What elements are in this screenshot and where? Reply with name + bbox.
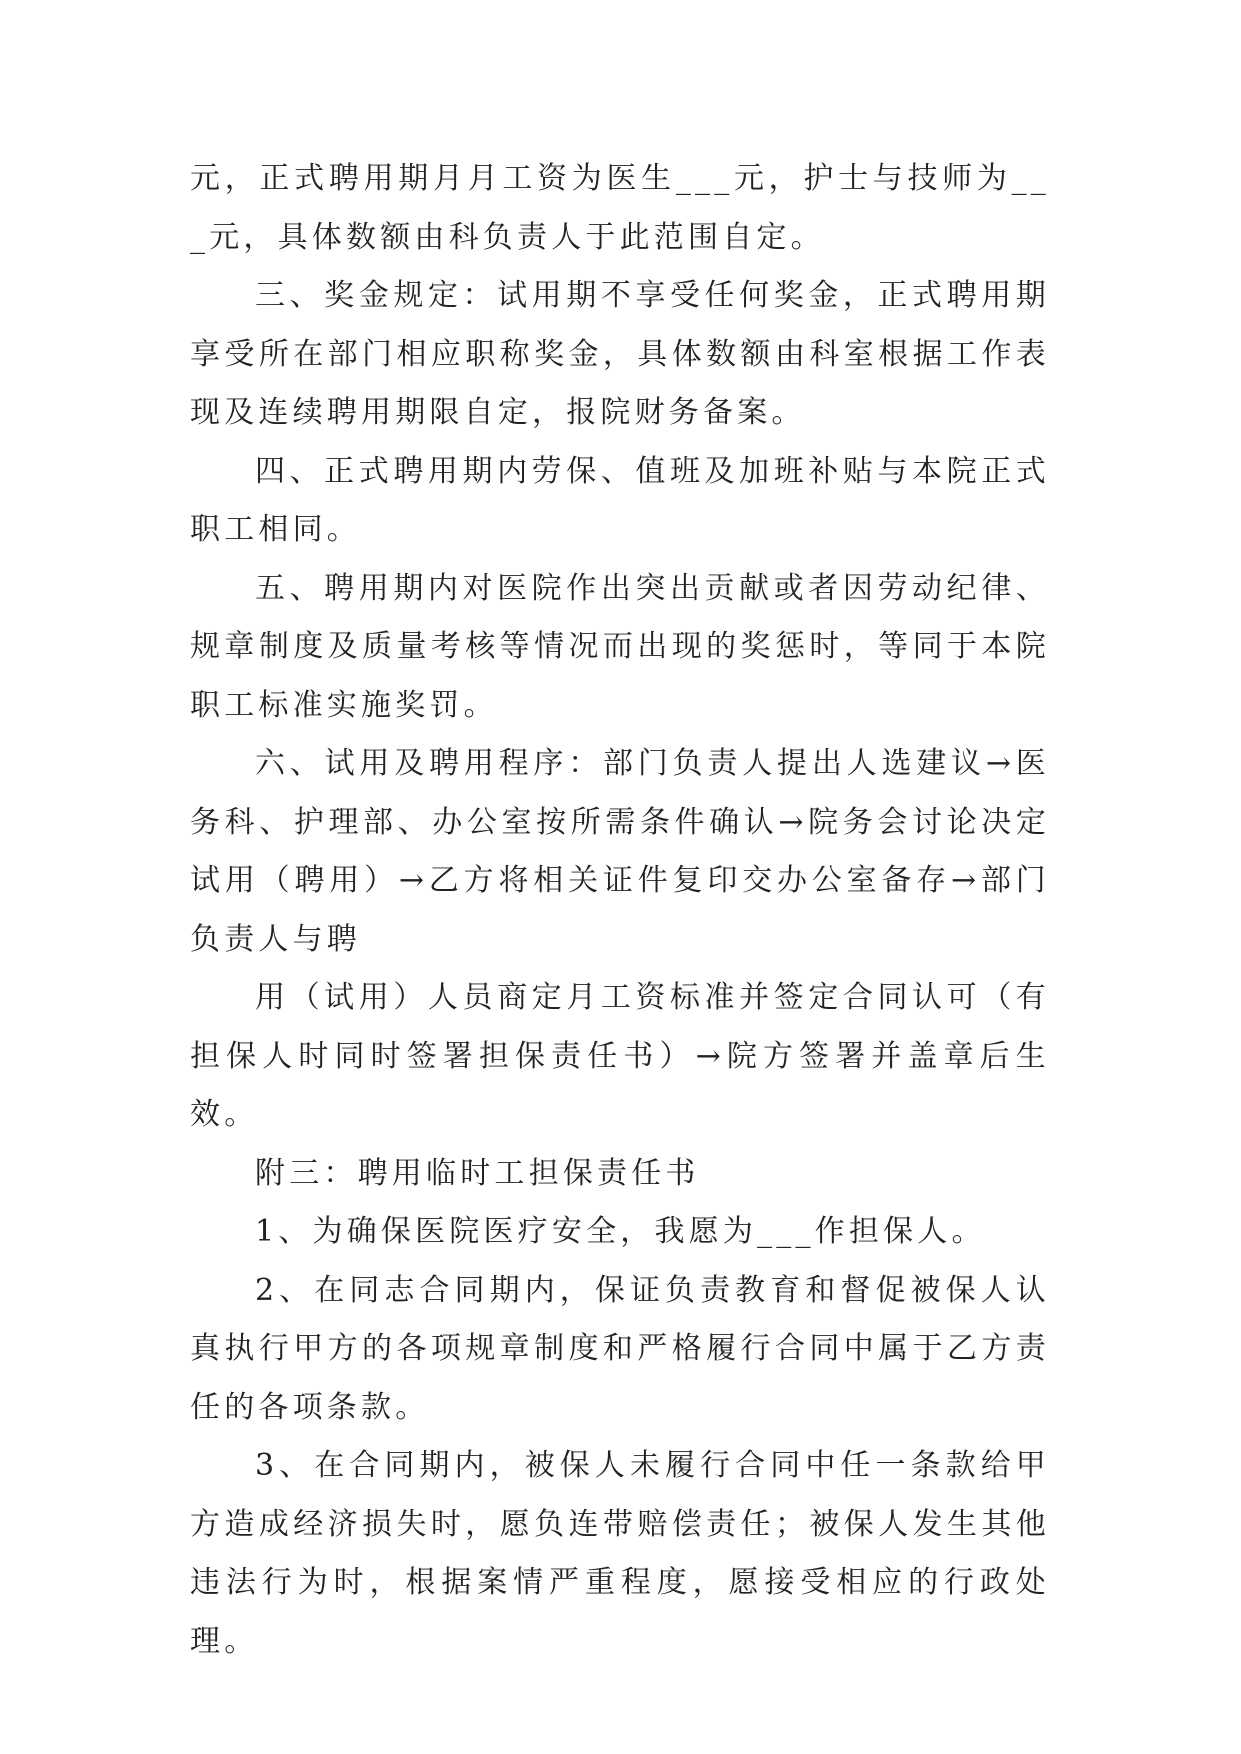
paragraph-bonus-rules: 三、奖金规定：试用期不享受任何奖金，正式聘用期享受所在部门相应职称奖金，具体数额由科室根据工作表现及连续聘用期限自定，报院财务备案。 — [190, 278, 1050, 430]
paragraph-procedure-continued: 用（试用）人员商定月工资标准并签定合同认可（有担保人时同时签署担保责任书）→院方签署并盖章后生效。 — [190, 980, 1050, 1132]
guarantee-clause-2: 2、在同志合同期内，保证负责教育和督促被保人认真执行甲方的各项规章制度和严格履行合同中属于乙方责任的各项条款。 — [190, 1272, 1050, 1425]
paragraph-salary-continuation: 元，正式聘用期月月工资为医生___元，护士与技师为___元，具体数额由科负责人于此范围自定。 — [190, 161, 1050, 255]
guarantee-clause-3: 3、在合同期内，被保人未履行合同中任一条款给甲方造成经济损失时，愿负连带赔偿责任；被保人发生其他违法行为时，根据案情严重程度，愿接受相应的行政处理。 — [190, 1448, 1050, 1659]
document-body — [190, 150, 1050, 1671]
paragraph-procedure: 六、试用及聘用程序：部门负责人提出人选建议→医务科、护理部、办公室按所需条件确认→院务会讨论决定试用（聘用）→乙方将相关证件复印交办公室备存→部门负责人与聘 — [190, 746, 1050, 957]
paragraph-rewards-penalties: 五、聘用期内对医院作出突出贡献或者因劳动纪律、规章制度及质量考核等情况而出现的奖惩时，等同于本院职工标准实施奖罚。 — [190, 570, 1050, 723]
appendix-heading: 附三：聘用临时工担保责任书 — [255, 1155, 700, 1191]
guarantee-clause-1: 1、为确保医院医疗安全，我愿为___作担保人。 — [255, 1214, 986, 1249]
paragraph-benefits: 四、正式聘用期内劳保、值班及加班补贴与本院正式职工相同。 — [190, 453, 1050, 547]
